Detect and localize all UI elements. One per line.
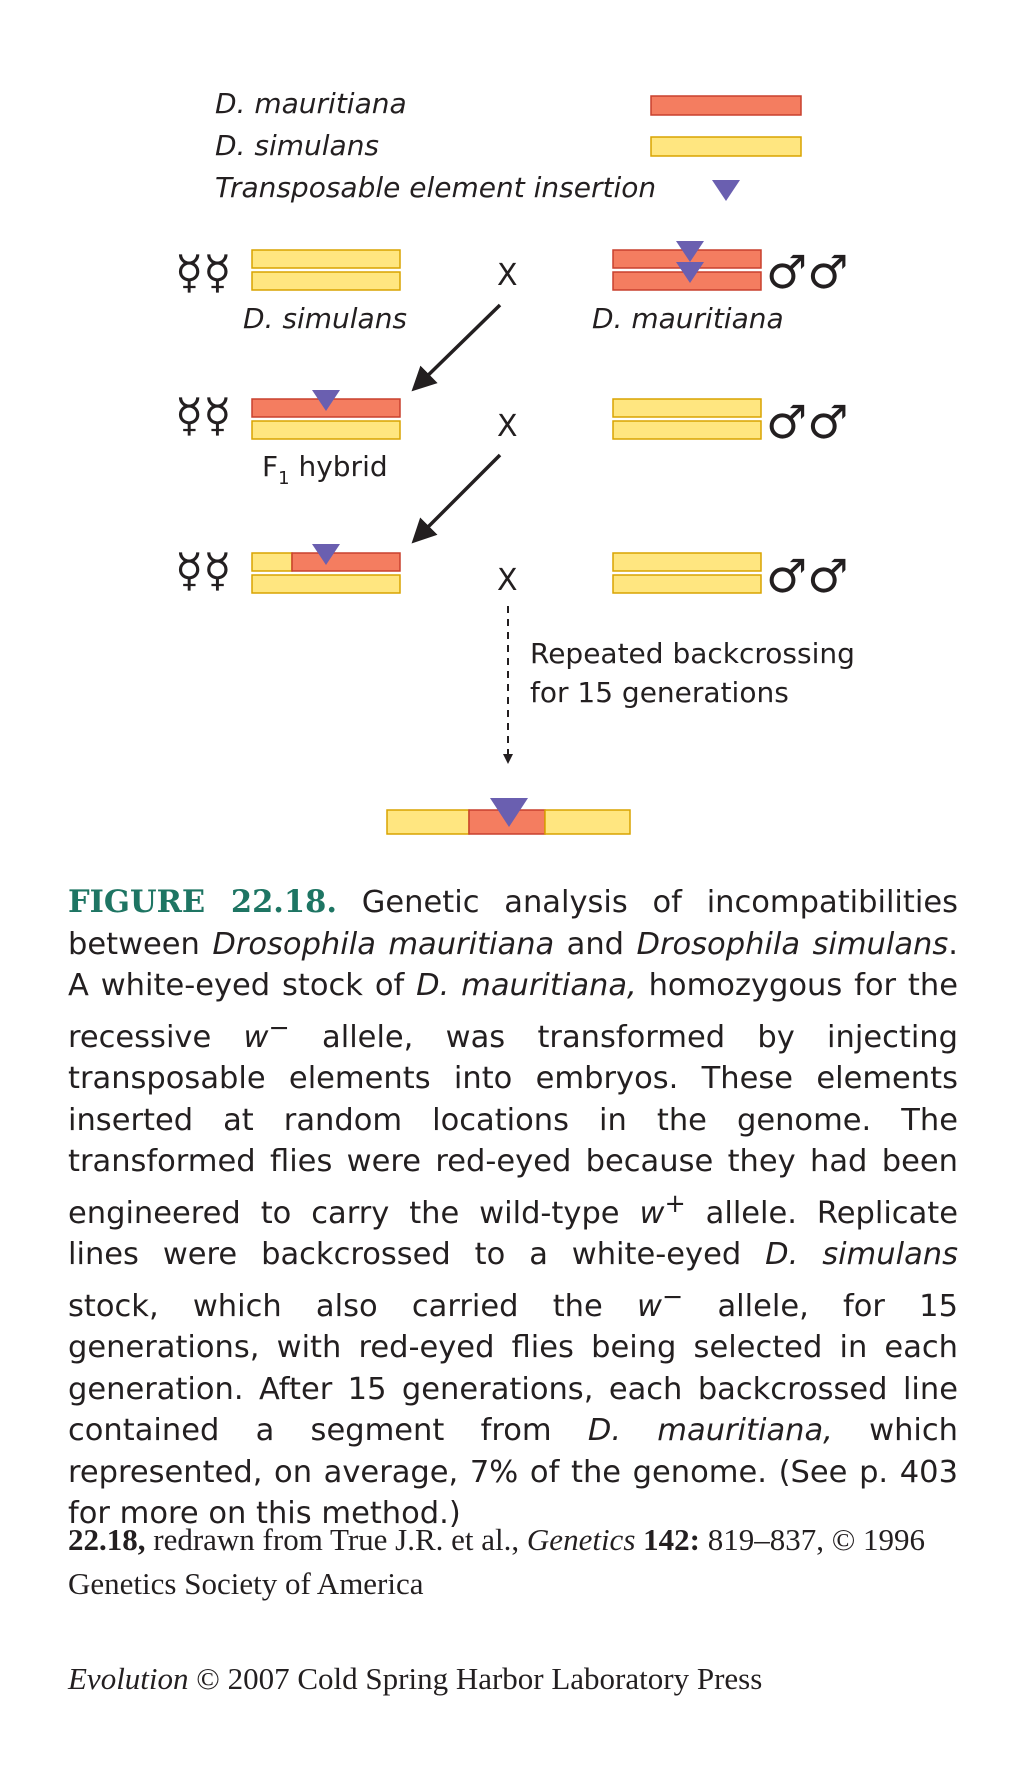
chromosome-f1-simulans (252, 421, 400, 439)
caption-species-5: D. mauritiana, (587, 1413, 833, 1449)
final-chromosome (387, 798, 630, 834)
final-simulans-left (387, 810, 469, 834)
legend-label-insertion: Transposable element insertion (215, 171, 657, 204)
publisher-title: Evolution (68, 1661, 189, 1696)
caption-text-2: and (554, 926, 637, 962)
chromosome-male-gen2-top (613, 553, 761, 571)
male-symbol-gen0: ♂♂ (766, 245, 849, 299)
credit-text-2: 819–837, © 1996 Genetics Society of America (68, 1522, 926, 1601)
chromosome-gen2-simulans-segment (252, 553, 292, 571)
cross-symbol-gen1: X (497, 409, 518, 444)
cross-symbol-gen0: X (497, 258, 518, 293)
caption-allele-2: w (639, 1195, 665, 1231)
credit-journal: Genetics (526, 1522, 636, 1557)
caption-allele-2-sup: + (664, 1187, 686, 1218)
credit-prefix: 22.18, (68, 1522, 146, 1557)
chromosome-simulans-top (252, 250, 400, 268)
chromosome-gen2-simulans (252, 575, 400, 593)
male-symbol-gen1: ♂♂ (766, 395, 849, 449)
publisher-line (68, 1657, 968, 1701)
backcross-label-line2: for 15 generations (530, 676, 789, 709)
legend-insertion-triangle (712, 180, 740, 201)
caption-species-1: Drosophila mauritiana (212, 926, 555, 962)
backcross-label-line1: Repeated backcrossing (530, 637, 855, 670)
caption-text-4: homozygous for the recessive (68, 968, 958, 1055)
chromosome-simulans-bottom (252, 272, 400, 290)
chromosome-male-gen1-bottom (613, 421, 761, 439)
cross-symbol-gen2: X (497, 563, 518, 598)
caption-allele-3: w (636, 1288, 662, 1324)
female-symbol-gen0: ☿☿ (175, 245, 232, 299)
credit-text-1: redrawn from True J.R. et al., (145, 1522, 527, 1557)
backcross-diagram (0, 0, 1020, 880)
caption-text-7: stock, which also carried the (68, 1288, 637, 1324)
legend-swatch-simulans (651, 137, 801, 156)
publisher-rest: © 2007 Cold Spring Harbor Laboratory Press (188, 1661, 763, 1696)
caption-species-2: Drosophila simulans (636, 926, 949, 962)
figure-credit (68, 1518, 968, 1606)
caption-allele-1-sup: − (268, 1011, 290, 1042)
credit-volume: 142: (635, 1522, 700, 1557)
caption-text-6: allele. Replicate lines were backcrossed to a white-eyed (68, 1195, 958, 1273)
caption-text-5: allele, was transformed by injecting transposable elements into embryos. These elements inserted at random locations in the genome. The transformed flies were red-eyed because they had been engineered to carry the wild-type (68, 1019, 958, 1231)
caption-allele-1: w (243, 1019, 269, 1055)
chromosome-male-gen2-bottom (613, 575, 761, 593)
final-simulans-right (545, 810, 630, 834)
legend-label-mauritiana: D. mauritiana (215, 87, 407, 120)
caption-species-3: D. mauritiana, (416, 968, 637, 1003)
caption-allele-3-sup: − (661, 1280, 684, 1311)
gen1-left-label (262, 450, 388, 489)
caption-text-1: Genetic analysis of incompatibilities between (68, 885, 958, 962)
legend (215, 87, 801, 204)
cross-arrow-2 (415, 455, 500, 540)
caption-text-8: allele, for 15 generations, with red-eyed flies being selected in each generation. After 15 generations, each backcrossed line contained a segment from (68, 1288, 958, 1449)
female-symbol-gen1: ☿☿ (175, 388, 232, 442)
figure-caption (68, 882, 958, 1535)
caption-species-4: D. simulans (765, 1237, 958, 1273)
chromosome-male-gen1-top (613, 399, 761, 417)
f1-label-subscript: 1 (278, 468, 290, 489)
f1-label-f: F (262, 450, 279, 483)
generation-0 (175, 241, 848, 335)
legend-swatch-mauritiana (651, 96, 801, 115)
gen0-right-label: D. mauritiana (592, 302, 784, 335)
male-symbol-gen2: ♂♂ (766, 549, 849, 603)
legend-label-simulans: D. simulans (215, 129, 380, 162)
gen0-left-label: D. simulans (243, 302, 408, 335)
cross-arrow-1 (415, 305, 500, 388)
generation-2 (175, 543, 848, 603)
caption-text-9: which represented, on average, 7% of the genome. (See p. 403 for more on this method.) (68, 1413, 958, 1532)
caption-text-3: . A white-eyed stock of (68, 926, 958, 1003)
f1-label-rest: hybrid (289, 450, 388, 483)
chromosome-gen2-mauritiana-segment (292, 553, 400, 571)
figure-label: FIGURE 22.18. (68, 884, 337, 920)
female-symbol-gen2: ☿☿ (175, 543, 232, 597)
generation-1 (175, 388, 848, 489)
